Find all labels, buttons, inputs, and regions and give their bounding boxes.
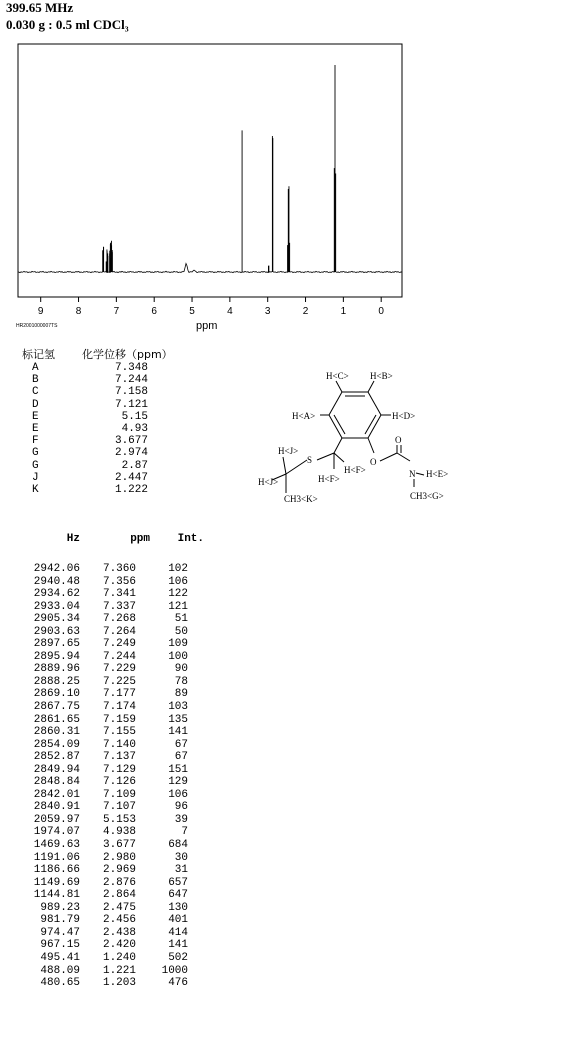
assignment-row <box>22 447 173 459</box>
label-h-a: H<A> <box>292 411 316 421</box>
peak-row <box>22 889 204 902</box>
peak-row <box>22 626 204 639</box>
peak-hz: 1469.63 <box>33 839 80 852</box>
peak-row <box>22 563 204 576</box>
x-axis <box>38 297 384 317</box>
peak-int: 106 <box>168 788 188 801</box>
peak-ppm: 7.341 <box>102 588 136 601</box>
assignment-row <box>22 423 173 435</box>
peak-list-table <box>22 533 204 990</box>
peak-int: 89 <box>174 688 188 701</box>
peak-row <box>22 939 204 952</box>
assignment-label: D <box>32 398 39 411</box>
peak-row <box>22 914 204 927</box>
col-hz: Hz <box>66 533 80 545</box>
assignment-ppm: 4.93 <box>121 422 148 435</box>
label-h-e: H<E> <box>426 469 449 479</box>
peak-hz: 2905.34 <box>33 613 80 626</box>
assignment-row <box>22 386 173 398</box>
peak-int: 121 <box>168 600 188 613</box>
peak-hz: 2895.94 <box>33 650 80 663</box>
x-tick-label: 3 <box>264 306 271 317</box>
peak-row <box>22 576 204 589</box>
peak-int: 100 <box>168 650 188 663</box>
peak-hz: 2889.96 <box>33 663 80 676</box>
assignment-ppm: 1.222 <box>114 483 148 496</box>
x-tick-label: 5 <box>189 306 195 317</box>
peak-hz: 1149.69 <box>33 876 80 889</box>
peak-hz: 981.79 <box>40 914 80 927</box>
peak-hz: 974.47 <box>40 926 80 939</box>
x-axis-label: ppm <box>196 320 218 332</box>
peak-hz: 2059.97 <box>33 813 80 826</box>
peak-row <box>22 789 204 802</box>
peak-hz: 480.65 <box>40 977 80 990</box>
peak-int: 102 <box>168 563 188 575</box>
peak-int: 31 <box>174 864 188 877</box>
assignment-ppm: 7.158 <box>114 386 148 399</box>
peak-hz: 2897.65 <box>33 638 80 651</box>
peak-hz: 1186.66 <box>33 864 80 877</box>
peak-ppm: 7.129 <box>102 763 136 776</box>
peak-int: 7 <box>181 826 188 839</box>
peak-row <box>22 801 204 814</box>
x-tick-label: 4 <box>227 306 233 317</box>
peak-row <box>22 965 204 978</box>
peak-row <box>22 764 204 777</box>
x-tick-label: 6 <box>151 306 157 317</box>
peak-row <box>22 726 204 739</box>
assignment-ppm: 7.348 <box>114 362 148 374</box>
peak-ppm: 1.221 <box>102 964 136 977</box>
peak-int: 51 <box>174 613 188 626</box>
label-h-f-1: H<F> <box>344 465 366 475</box>
peak-ppm: 7.249 <box>102 638 136 651</box>
peak-hz: 2849.94 <box>33 763 80 776</box>
peak-row <box>22 751 204 764</box>
assignment-header-shift: 化学位移（ppm） <box>82 348 173 361</box>
peak-hz: 1974.07 <box>33 826 80 839</box>
peak-int: 414 <box>168 926 188 939</box>
peak-ppm: 5.153 <box>102 813 136 826</box>
peak-row <box>22 688 204 701</box>
peak-row <box>22 651 204 664</box>
peak-ppm: 7.268 <box>102 613 136 626</box>
peak-ppm: 2.475 <box>102 901 136 914</box>
label-ch3-k: CH3<K> <box>284 494 318 504</box>
peak-hz: 2867.75 <box>33 701 80 714</box>
plot-frame <box>18 44 402 297</box>
peak-int: 141 <box>168 939 188 952</box>
peak-ppm: 2.980 <box>102 851 136 864</box>
peak-ppm: 7.126 <box>102 776 136 789</box>
peak-hz: 2852.87 <box>33 751 80 764</box>
peak-row <box>22 839 204 852</box>
peak-hz: 2854.09 <box>33 738 80 751</box>
assignment-label: E <box>32 410 39 423</box>
peak-int: 129 <box>168 776 188 789</box>
peak-hz: 967.15 <box>40 939 80 952</box>
peak-int: 684 <box>168 839 188 852</box>
assignment-label: F <box>32 435 39 448</box>
peak-hz: 488.09 <box>40 964 80 977</box>
peak-hz: 989.23 <box>40 901 80 914</box>
assignment-row <box>22 472 173 484</box>
spectrum-code: HR2001000007TS <box>16 323 58 329</box>
peak-int: 122 <box>168 588 188 601</box>
peak-int: 135 <box>168 713 188 726</box>
peak-int: 647 <box>168 889 188 902</box>
assignment-label: G <box>32 447 39 460</box>
assignment-row <box>22 374 173 386</box>
peak-int: 96 <box>174 801 188 814</box>
peak-hz: 2933.04 <box>33 600 80 613</box>
label-h-j-1: H<J> <box>278 446 299 456</box>
x-tick-label: 9 <box>37 306 44 317</box>
label-h-d: H<D> <box>392 411 416 421</box>
spectrum-trace <box>18 264 402 273</box>
assignment-ppm: 7.121 <box>114 398 148 411</box>
peak-int: 78 <box>174 675 188 688</box>
peak-row <box>22 776 204 789</box>
peak-ppm: 7.109 <box>102 788 136 801</box>
label-h-c: H<C> <box>326 371 349 381</box>
col-ppm: ppm <box>130 533 150 545</box>
assignment-label: A <box>32 362 39 374</box>
peak-ppm: 2.420 <box>102 939 136 952</box>
peak-hz: 2888.25 <box>33 675 80 688</box>
peak-ppm: 2.969 <box>102 864 136 877</box>
peak-ppm: 2.864 <box>102 889 136 902</box>
col-int: Int. <box>177 533 204 545</box>
peak-hz: 1144.81 <box>33 889 80 902</box>
peak-row <box>22 701 204 714</box>
assignment-row <box>22 460 173 472</box>
peak-row <box>22 977 204 990</box>
assignment-ppm: 2.447 <box>114 471 148 484</box>
assignment-label: B <box>32 374 39 387</box>
peak-row <box>22 663 204 676</box>
peak-row <box>22 927 204 940</box>
assignment-ppm: 2.87 <box>121 459 148 472</box>
peak-row <box>22 864 204 877</box>
peak-int: 67 <box>174 738 188 751</box>
peak-int: 106 <box>168 575 188 588</box>
peak-ppm: 7.229 <box>102 663 136 676</box>
peak-ppm: 2.876 <box>102 876 136 889</box>
peak-ppm: 7.360 <box>102 563 136 575</box>
x-tick-label: 0 <box>378 306 384 317</box>
peak-int: 130 <box>168 901 188 914</box>
peak-ppm: 7.174 <box>102 701 136 714</box>
peak-int: 502 <box>168 951 188 964</box>
peak-ppm: 1.240 <box>102 951 136 964</box>
assignment-rows <box>22 362 173 496</box>
peak-row <box>22 902 204 915</box>
x-tick-label: 2 <box>302 306 309 317</box>
peak-row <box>22 588 204 601</box>
peak-hz: 2940.48 <box>33 575 80 588</box>
peak-row <box>22 952 204 965</box>
assignment-row <box>22 484 173 496</box>
label-h-j-2: H<J> <box>258 477 279 487</box>
assignment-ppm: 3.677 <box>114 435 148 448</box>
peak-ppm: 7.244 <box>102 650 136 663</box>
peak-hz: 2848.84 <box>33 776 80 789</box>
peak-hz: 2869.10 <box>33 688 80 701</box>
x-tick-label: 8 <box>75 306 82 317</box>
peak-hz: 2842.01 <box>33 788 80 801</box>
peak-ppm: 7.107 <box>102 801 136 814</box>
assignment-row <box>22 435 173 447</box>
peak-row <box>22 601 204 614</box>
peak-ppm: 2.438 <box>102 926 136 939</box>
peak-hz: 2860.31 <box>33 726 80 739</box>
peak-int: 476 <box>168 977 188 990</box>
peak-int: 30 <box>174 851 188 864</box>
assignment-header-label: 标记氢 <box>22 348 55 361</box>
peak-int: 67 <box>174 751 188 764</box>
peak-ppm: 7.137 <box>102 751 136 764</box>
label-o-carbonyl: O <box>395 435 402 445</box>
peak-int: 401 <box>168 914 188 927</box>
label-h-f-2: H<F> <box>318 474 340 484</box>
peak-int: 103 <box>168 701 188 714</box>
peak-row <box>22 638 204 651</box>
assignment-label: G <box>32 459 39 472</box>
peak-ppm: 7.140 <box>102 738 136 751</box>
peak-ppm: 1.203 <box>102 977 136 990</box>
nmr-spectrum-chart <box>0 0 570 345</box>
peak-list-rows <box>22 563 204 990</box>
peak-ppm: 7.159 <box>102 713 136 726</box>
peak-int: 50 <box>174 625 188 638</box>
peak-ppm: 7.225 <box>102 675 136 688</box>
peak-row <box>22 877 204 890</box>
assignment-row <box>22 411 173 423</box>
peak-ppm: 3.677 <box>102 839 136 852</box>
peak-int: 109 <box>168 638 188 651</box>
assignment-table <box>22 346 173 496</box>
assignment-label: K <box>32 483 39 496</box>
peak-int: 141 <box>168 726 188 739</box>
peak-list-header <box>22 533 204 563</box>
peak-ppm: 2.456 <box>102 914 136 927</box>
peak-hz: 2942.06 <box>33 563 80 575</box>
peak-row <box>22 814 204 827</box>
spectrometer-frequency: 399.65 MHz <box>6 0 74 15</box>
peak-hz: 2861.65 <box>33 713 80 726</box>
peak-hz: 2840.91 <box>33 801 80 814</box>
peak-row <box>22 676 204 689</box>
label-n: N <box>409 469 416 479</box>
peak-int: 1000 <box>161 964 188 977</box>
molecule-structure <box>250 365 480 530</box>
peak-hz: 2934.62 <box>33 588 80 601</box>
assignment-label: C <box>32 386 39 399</box>
peak-lines <box>103 65 336 272</box>
label-h-b: H<B> <box>370 371 393 381</box>
assignment-label: E <box>32 422 39 435</box>
peak-hz: 495.41 <box>40 951 80 964</box>
peak-row <box>22 613 204 626</box>
peak-int: 39 <box>174 813 188 826</box>
label-o-ester: O <box>370 457 377 467</box>
peak-ppm: 7.155 <box>102 726 136 739</box>
sample-concentration: 0.030 g : 0.5 ml CDCl₃ <box>6 17 129 32</box>
assignment-header <box>22 346 173 362</box>
x-tick-label: 7 <box>113 306 120 317</box>
peak-ppm: 7.356 <box>102 575 136 588</box>
peak-int: 657 <box>168 876 188 889</box>
assignment-ppm: 2.974 <box>114 447 148 460</box>
peak-hz: 2903.63 <box>33 625 80 638</box>
assignment-row <box>22 362 173 374</box>
assignment-row <box>22 399 173 411</box>
assignment-ppm: 7.244 <box>114 374 148 387</box>
peak-ppm: 7.177 <box>102 688 136 701</box>
peak-row <box>22 826 204 839</box>
peak-row <box>22 739 204 752</box>
peak-hz: 1191.06 <box>33 851 80 864</box>
assignment-label: J <box>32 471 39 484</box>
assignment-ppm: 5.15 <box>121 410 148 423</box>
peak-ppm: 4.938 <box>102 826 136 839</box>
peak-ppm: 7.337 <box>102 600 136 613</box>
peak-int: 151 <box>168 763 188 776</box>
peak-int: 90 <box>174 663 188 676</box>
peak-row <box>22 852 204 865</box>
peak-ppm: 7.264 <box>102 625 136 638</box>
x-tick-label: 1 <box>340 306 347 317</box>
label-ch3-g: CH3<G> <box>410 491 444 501</box>
peak-row <box>22 714 204 727</box>
label-s: S <box>307 455 313 465</box>
